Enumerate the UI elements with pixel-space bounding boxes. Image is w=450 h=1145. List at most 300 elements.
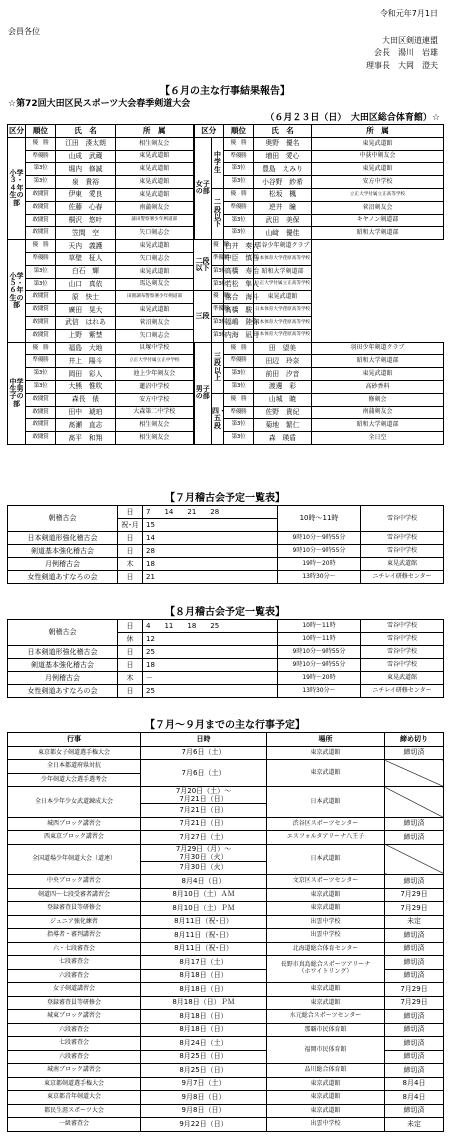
results-row	[8, 355, 444, 368]
tournament-name: ☆第72回大田区民スポーツ大会春季剣道大会	[8, 99, 191, 109]
rank: 優 勝	[26, 240, 56, 253]
practice-time: 13時30分～	[278, 685, 361, 698]
player-name: 田中 琥珀	[56, 406, 116, 419]
affiliation: 南蒲剣友会	[312, 406, 444, 419]
rank: 第3位	[224, 432, 254, 445]
schedule-row	[8, 532, 444, 545]
player-name: 逆井 瞳	[254, 201, 312, 214]
player-name: 髙橋 駿	[224, 304, 254, 317]
rank: 敢闘賞	[26, 214, 56, 227]
player-name: 内海 凪月	[224, 329, 254, 342]
affiliation: 東晃武道館	[116, 150, 194, 163]
affiliation: 相生剣友会	[116, 419, 194, 432]
player-name: 森 瑛盾	[254, 432, 312, 445]
results-row	[8, 176, 444, 189]
header-cell: 所 属	[312, 125, 444, 138]
rank: 第3位	[224, 368, 254, 381]
practice-dates: 14	[143, 532, 278, 545]
rank: 優 勝	[26, 342, 56, 355]
event-deadline	[385, 844, 444, 875]
event-date-line: 7月21日（日）	[179, 795, 228, 804]
event-deadline: 7月29日	[385, 888, 444, 902]
event-date: 9月7日（土）	[141, 1077, 267, 1091]
rank: 優 勝	[224, 342, 254, 355]
event-deadline: 締切済	[385, 1104, 444, 1118]
affiliation: 菅沼剣友会	[116, 316, 194, 329]
player-name: 小谷野 紗希	[254, 176, 312, 189]
practice-day: 日	[118, 646, 143, 659]
player-name: 佐藤 心春	[56, 201, 116, 214]
events-title: 【７月～９月までの主な行事予定】	[145, 720, 305, 731]
event-date: 8月18日（日）	[141, 969, 267, 983]
event-date: 8月25日（日）	[141, 1064, 267, 1078]
player-name: 岡田 彩人	[56, 368, 116, 381]
affiliation: 蓮沼中学校	[116, 380, 194, 393]
results-row	[8, 278, 444, 291]
rank: 第3位	[224, 176, 254, 189]
event-deadline: 締切済	[385, 956, 444, 970]
event-deadline: 8月4日	[385, 1077, 444, 1091]
event-name: 少年剣道大会選手選考会	[8, 773, 141, 787]
event-deadline: 8月4日	[385, 1091, 444, 1105]
practice-time: 13時30分～	[278, 571, 361, 584]
results-row	[8, 265, 444, 278]
event-date	[141, 844, 267, 861]
issue-date: 令和元年7月1日	[379, 9, 438, 18]
schedule-row	[8, 646, 444, 659]
player-name: 増田 愛心	[254, 150, 312, 163]
sender-org: 大田区剣道連盟	[382, 36, 438, 45]
player-name: 草壁 柾人	[56, 252, 116, 265]
event-name: 七段審査会	[8, 956, 141, 970]
event-date: 8月18日（日）ＰＭ	[141, 996, 267, 1010]
affiliation: 昭和大学剣道部	[312, 355, 444, 368]
sub-category-label: 三段	[194, 291, 212, 342]
player-name: 福島 大地	[56, 342, 116, 355]
practice-time: 9時10分～9時55分	[278, 646, 361, 659]
header-cell: 場所	[267, 733, 385, 747]
event-venue: 東京武道館	[267, 888, 385, 902]
schedule-row	[8, 685, 444, 698]
affiliation: 安方中学校	[312, 176, 444, 189]
practice-name: 朝稽古会	[8, 620, 118, 646]
august-schedule-title: 【８月稽古会予定一覧表】	[165, 607, 285, 618]
practice-name: 剣道基本強化稽古会	[8, 659, 118, 672]
affiliation: 東晃武道館	[116, 176, 194, 189]
affiliation: 羽田少年剣道クラブ	[312, 342, 444, 355]
rank: 準優勝	[224, 201, 254, 214]
category-label: 小学５・６年生の部	[8, 240, 26, 342]
player-name: 渡邊 彩	[254, 380, 312, 393]
event-name: 登録審査員等研修会	[8, 902, 141, 916]
report-title: 【６月の主な行事結果報告】	[160, 86, 290, 97]
event-date: 9月8日（日）	[141, 1104, 267, 1118]
event-row	[8, 888, 444, 902]
affiliation: 昭和大学剣道部	[312, 227, 444, 240]
event-row	[8, 1118, 444, 1132]
practice-day: 日	[118, 506, 143, 519]
player-name: 天内 義護	[56, 240, 116, 253]
event-date: 8月11日（祝･日）	[141, 929, 267, 943]
rank: 第3位	[212, 329, 224, 342]
practice-name: 月例稽古会	[8, 672, 118, 685]
practice-time: 10時～11時	[278, 620, 361, 633]
affiliation: 高砂香料	[312, 380, 444, 393]
practice-place: 雪谷中学校	[361, 620, 444, 633]
event-date: 8月10日（土）ＰＭ	[141, 902, 267, 916]
event-name: 東京都青年剣道大会	[8, 1091, 141, 1105]
rank: 準優勝	[26, 355, 56, 368]
results-row	[8, 227, 444, 240]
event-name: 都民生涯スポーツ大会	[8, 1104, 141, 1118]
events-header-row	[8, 733, 444, 747]
affiliation: 大森第二中学校	[116, 406, 194, 419]
player-name: 山口 真依	[56, 278, 116, 291]
rank: 敢闘賞	[26, 291, 56, 304]
schedule-row	[8, 620, 444, 633]
event-venue: 東京武道館	[267, 1091, 385, 1105]
affiliation: 日本体育大学荏原高等学校	[254, 316, 312, 329]
player-name: 笠間 空	[56, 227, 116, 240]
july-schedule-table	[7, 505, 444, 584]
event-date: 8月17日（土）	[141, 956, 267, 970]
event-name: 登録審査員等研修会	[8, 996, 141, 1010]
event-row	[8, 902, 444, 916]
event-name: 七段審査会	[8, 1037, 141, 1051]
affiliation: 昭和大学剣道部	[254, 265, 312, 278]
practice-place: 雪谷中学校	[361, 532, 444, 545]
practice-day: 日	[118, 571, 143, 584]
practice-time: 19時～20時	[278, 558, 361, 571]
player-name: 髙瀬 直志	[56, 419, 116, 432]
player-name: 井上 陽斗	[56, 355, 116, 368]
practice-name: 日本剣道形強化稽古会	[8, 532, 118, 545]
rank: 準優勝	[212, 304, 224, 317]
event-venue: 日本武道館	[267, 787, 385, 818]
results-row	[8, 150, 444, 163]
player-name: 白井 奏大	[224, 240, 254, 253]
affiliation: 馬込剣友会	[116, 278, 194, 291]
affiliation: 立正大学付属立正高等学校	[312, 188, 444, 201]
practice-day: 木	[118, 558, 143, 571]
practice-name: 朝稽古会	[8, 506, 118, 532]
event-date: 8月24日（土）	[141, 1037, 267, 1051]
event-date: 8月25日（日）	[141, 1050, 267, 1064]
player-name: 伊東 愛良	[56, 188, 116, 201]
header-cell: 順位	[224, 125, 254, 138]
results-row	[8, 252, 444, 265]
event-venue: 那覇市民体育館	[267, 1023, 385, 1037]
event-row	[8, 942, 444, 956]
results-row	[8, 419, 444, 432]
affiliation: 相生剣友会	[116, 137, 194, 150]
event-name: 中央ブロック講習会	[8, 875, 141, 889]
event-date: 9月22日（日）	[141, 1118, 267, 1132]
event-venue: 東京武道館	[267, 1104, 385, 1118]
header-cell: 行事	[8, 733, 141, 747]
event-name: 六段審査会	[8, 1050, 141, 1064]
affiliation: キヤノン剣道部	[312, 214, 444, 227]
sub-category-label: 二段以下	[194, 240, 212, 291]
event-date: 8月4日（日）	[141, 875, 267, 889]
event-date	[141, 787, 267, 804]
event-row	[8, 831, 444, 845]
player-name: 田 望美	[254, 342, 312, 355]
event-venue: 渋谷区スポーツセンター	[267, 817, 385, 831]
sender-chair: 会長 湯川 岩雄	[374, 48, 438, 57]
event-venue: 出雲中学校	[267, 915, 385, 929]
results-row	[8, 316, 444, 329]
rank: 第3位	[224, 214, 254, 227]
header-cell: 区分	[8, 125, 26, 138]
schedule-row	[8, 672, 444, 685]
affiliation: 東晃武道館	[254, 291, 312, 304]
rank: 優 勝	[224, 137, 254, 150]
rank: 第3位	[212, 265, 224, 278]
event-venue: エスフォルタアリーナ八王子	[267, 831, 385, 845]
event-date: 7月6日（土）	[141, 760, 267, 787]
event-date: 8月10日（土）ＡＭ	[141, 888, 267, 902]
rank: 敢闘賞	[26, 329, 56, 342]
affiliation: 安方中学校	[116, 393, 194, 406]
event-row	[8, 817, 444, 831]
affiliation: 東晃武道館	[116, 188, 194, 201]
event-row	[8, 746, 444, 760]
practice-place: ニチレイ研修センター	[361, 685, 444, 698]
august-schedule-table	[7, 619, 444, 698]
event-venue-line: 長野市真島総合スポーツアリーナ	[280, 961, 371, 969]
player-name: 髙平 和翔	[56, 432, 116, 445]
schedule-row	[8, 558, 444, 571]
event-date: 8月11日（祝･日）	[141, 942, 267, 956]
event-venue: 北海道総合体育センター	[267, 942, 385, 956]
rank: 準優勝	[224, 406, 254, 419]
event-name: 全日本少年少女武道錬成大会	[8, 787, 141, 818]
practice-dates: 25	[143, 646, 278, 659]
category-label: 中学生男子の部	[8, 342, 26, 444]
event-name: 全国道場少年剣道大会（道連）	[8, 844, 141, 875]
event-date: 7月21日（日）	[141, 804, 267, 818]
affiliation: 立正大学付属立正中学校	[116, 355, 194, 368]
event-deadline: 締切済	[385, 1023, 444, 1037]
event-date: 8月18日（日）	[141, 1023, 267, 1037]
practice-dates: 18	[143, 659, 278, 672]
player-name: 松坂 楓	[254, 188, 312, 201]
affiliation: 菅沼剣友会	[312, 201, 444, 214]
event-row	[8, 956, 444, 970]
event-row	[8, 1104, 444, 1118]
rank: 敢闘賞	[26, 393, 56, 406]
affiliation: 東晃武道館	[116, 265, 194, 278]
player-name: 桐沢 悠叶	[56, 214, 116, 227]
events-table	[7, 732, 444, 1132]
practice-dates: 15	[143, 519, 278, 532]
affiliation: 日本体育大学荏原高等学校	[254, 252, 312, 265]
header-cell: 氏 名	[56, 125, 116, 138]
affiliation: 東晃武道館	[312, 137, 444, 150]
practice-day: 日	[118, 659, 143, 672]
event-row	[8, 1037, 444, 1051]
event-name: 六段審査会	[8, 1023, 141, 1037]
category-label: 男子の部	[194, 342, 212, 444]
event-name: 指導者・審判講習会	[8, 929, 141, 943]
affiliation: 立正大学付属立正高等学校	[254, 278, 312, 291]
rank: 敢闘賞	[26, 419, 56, 432]
event-date: 8月18日（日）	[141, 983, 267, 997]
header-cell: 日時	[141, 733, 267, 747]
event-venue: 福岡市民体育館	[267, 1037, 385, 1064]
event-venue: 東京武道館	[267, 746, 385, 760]
affiliation: 矢口剣志会	[116, 329, 194, 342]
event-row	[8, 875, 444, 889]
rank: 第3位	[26, 176, 56, 189]
player-name: 奥野 優名	[254, 137, 312, 150]
results-row	[8, 393, 444, 406]
rank: 敢闘賞	[26, 304, 56, 317]
player-name: 山成 武蔵	[56, 150, 116, 163]
results-row	[8, 201, 444, 214]
player-name: 高橋 寿治	[224, 265, 254, 278]
practice-time: 9時10分～9時55分	[278, 659, 361, 672]
event-row	[8, 929, 444, 943]
practice-dates: 7 14 21 28	[143, 506, 278, 519]
practice-time: 19時～20時	[278, 672, 361, 685]
event-deadline: 未定	[385, 915, 444, 929]
schedule-row	[8, 545, 444, 558]
practice-day: 日	[118, 532, 143, 545]
event-row	[8, 915, 444, 929]
event-date: 8月18日（日）	[141, 1010, 267, 1024]
category-label: 小学３・４年生の部	[8, 137, 26, 239]
rank: 敢闘賞	[26, 201, 56, 214]
affiliation: 日本体育大学荏原高等学校	[254, 329, 312, 342]
event-deadline: 締切済	[385, 875, 444, 889]
practice-day: 木	[118, 672, 143, 685]
results-row	[8, 342, 444, 355]
rank: 敢闘賞	[26, 188, 56, 201]
tournament-date-venue: （６月２３日（日） 大田区総合体育館）☆	[265, 113, 440, 123]
sub-category-label: 二段以下	[212, 188, 224, 239]
sub-category-label: 四・五段	[212, 393, 224, 444]
rank: 第3位	[26, 278, 56, 291]
player-name: 若松 隼人	[224, 278, 254, 291]
affiliation: 昭和大学剣道部	[312, 419, 444, 432]
schedule-row	[8, 571, 444, 584]
player-name: 白石 輝	[56, 265, 116, 278]
affiliation: 中荻中剣友会	[312, 150, 444, 163]
player-name: 廣田 晃大	[56, 304, 116, 317]
rank: 第3位	[26, 265, 56, 278]
player-name: 上野 紫埜	[56, 329, 116, 342]
event-deadline	[385, 787, 444, 818]
player-name: 森長 俵	[56, 393, 116, 406]
affiliation: 東晃武道館	[116, 240, 194, 253]
header-cell: 締め切り	[385, 733, 444, 747]
event-row	[8, 1023, 444, 1037]
affiliation: 修剣会	[312, 393, 444, 406]
rank: 第3位	[26, 163, 56, 176]
player-name: 武信 はれあ	[56, 316, 116, 329]
rank: 優 勝	[212, 291, 224, 304]
event-name: 女子剣道講習会	[8, 983, 141, 997]
schedule-row	[8, 506, 444, 519]
event-deadline: 締切済	[385, 746, 444, 760]
rank: 第3位	[212, 278, 224, 291]
rank: 第3位	[26, 368, 56, 381]
rank: 第3位	[26, 380, 56, 393]
rank: 第3位	[224, 163, 254, 176]
practice-time: 9時10分～9時55分	[278, 545, 361, 558]
event-row	[8, 996, 444, 1010]
practice-name: 女性剣道あすなろの会	[8, 571, 118, 584]
rank: 優 勝	[224, 393, 254, 406]
header-cell: 氏 名	[254, 125, 312, 138]
practice-time: 10時～11時	[278, 633, 361, 646]
rank: 準優勝	[26, 252, 56, 265]
affiliation: 東晃武道館	[312, 163, 444, 176]
rank: 優 勝	[26, 137, 56, 150]
rank: 第3位	[224, 227, 254, 240]
event-venue: 東京武道館	[267, 996, 385, 1010]
event-date-line: 7月20日（土）～	[175, 787, 232, 795]
player-name: 武田 美保	[254, 214, 312, 227]
event-name: 剣道四～七段受審者講習会	[8, 888, 141, 902]
player-name: 原 快士	[56, 291, 116, 304]
player-name: 中臣 慎吾	[224, 252, 254, 265]
event-row	[8, 1064, 444, 1078]
affiliation: 矢口剣志会	[116, 252, 194, 265]
event-venue: 出雲中学校	[267, 929, 385, 943]
results-table	[7, 124, 444, 445]
practice-place: 東晃武道館	[361, 672, 444, 685]
rank: 第3位	[212, 316, 224, 329]
player-name: 大熊 惟吹	[56, 380, 116, 393]
event-name: 城西ブロック講習会	[8, 817, 141, 831]
practice-day: 日	[118, 545, 143, 558]
event-row	[8, 844, 444, 861]
practice-day: 日	[118, 620, 143, 633]
affiliation: 南蒲剣友会	[116, 201, 194, 214]
header-cell: 区分	[194, 125, 224, 138]
rank: 準優勝	[224, 355, 254, 368]
player-name: 田辺 玲奈	[254, 355, 312, 368]
header-cell: 所 属	[116, 125, 194, 138]
practice-time: 9時10分～9時55分	[278, 532, 361, 545]
practice-day: 日	[118, 685, 143, 698]
rank: 準優勝	[26, 150, 56, 163]
rank: 敢闘賞	[26, 406, 56, 419]
rank: 第3位	[224, 380, 254, 393]
event-venue: 出雲中学校	[267, 1118, 385, 1132]
event-deadline: 7月29日	[385, 983, 444, 997]
results-row	[8, 214, 444, 227]
practice-name: 月例稽古会	[8, 558, 118, 571]
event-date: 9月8日（日）	[141, 1091, 267, 1105]
player-name: 前田 汐音	[254, 368, 312, 381]
event-date: 7月27日（土）	[141, 831, 267, 845]
affiliation: 全日空	[312, 432, 444, 445]
practice-dates: －	[143, 672, 278, 685]
event-deadline: 締切済	[385, 929, 444, 943]
affiliation: 田園調布警察署少年剣道部	[116, 291, 194, 304]
event-row	[8, 1010, 444, 1024]
addressee: 会員各位	[8, 27, 40, 36]
results-row	[8, 163, 444, 176]
affiliation: 池上少年剣友会	[116, 368, 194, 381]
sub-category-label: 中学生	[212, 137, 224, 188]
event-date-line: 7月30日（火）	[179, 852, 228, 861]
practice-dates: 28	[143, 545, 278, 558]
